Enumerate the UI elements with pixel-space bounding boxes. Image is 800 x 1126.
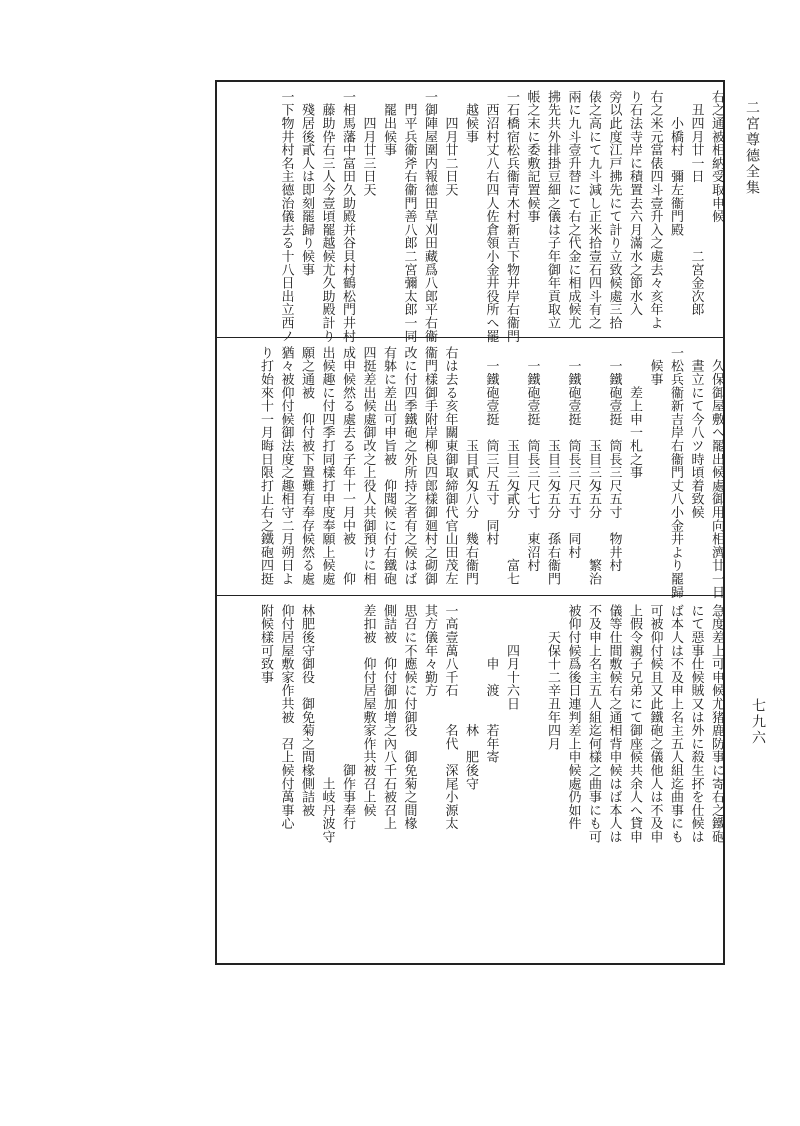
text-column: 差上申一札之事 xyxy=(627,346,642,479)
text-column: 一鐵砲壹挺 筒長三尺七寸 東沼村 xyxy=(524,346,540,573)
text-column: 出候趣に付四季打同樣打申度奉願上候處 xyxy=(319,346,335,586)
text-column: 罷出候事 xyxy=(381,90,396,157)
text-column: 急度差上可申候尤猪鹿防事に寄右之鐵砲 xyxy=(709,604,724,844)
text-column: 久保御屋敷へ罷出候處御用向相濟廿一日 xyxy=(709,346,724,599)
text-column: にて惡事仕候賊又は外に殺生抔を仕候は xyxy=(688,604,704,844)
text-column: 一石橋宿松兵衞青木村新吉下物井岸右衞門 xyxy=(504,90,519,343)
text-column: 丑四月廿一日 二宮金次郎 xyxy=(688,90,704,317)
text-column: 差扣被 仰付居屋敷家作共被召上候 xyxy=(360,604,376,817)
text-column: 西沼村丈八右四人佐倉領小金井役所へ罷 xyxy=(483,90,499,343)
text-column: 俵之高にて九斗減し正米拾壹石四斗有之 xyxy=(586,90,601,330)
section-top xyxy=(217,82,724,343)
text-column: 一下物井村名主德治儀去る十八日出立西ノ xyxy=(278,90,294,343)
text-column: 殘居後貳人は即刻罷歸り候事 xyxy=(299,90,314,277)
text-column: 側詰被 仰付御加增之內八千石被召上 xyxy=(381,604,396,831)
text-column: 藤助伜右三人今壹頃罷越候尤久助殿計り xyxy=(319,90,335,343)
text-column: 一高壹萬八千石 名代 深尾小源太 xyxy=(442,604,458,831)
section-bottom xyxy=(217,596,723,965)
text-column: 有躰に差出可申旨被 仰聞候に付右鐵砲 xyxy=(381,346,396,586)
text-column: 仰付居屋敷家作共被 召上候付萬事心 xyxy=(278,604,294,831)
text-column: 兩に九斗壹升替にて右之代金に相成候尤 xyxy=(565,90,581,330)
text-column: 一相馬藩中富田久助殿并谷貝村鶴松門井村 xyxy=(340,90,355,343)
text-column: り石法寺岸に積置去六月滿水之節水入 xyxy=(627,90,642,317)
text-column: 林肥後守御役 御免菊之間椽側詰被 xyxy=(299,604,314,817)
text-column: 右之通被相納受取申候 xyxy=(709,90,724,223)
text-column: 猶々被仰付候御法度之趣相守二月朔日よ xyxy=(278,346,294,586)
book-title: 二宮尊德全集 xyxy=(744,100,760,196)
text-column: 拂先共外排掛豆細之儀は子年御年貢取立 xyxy=(545,90,560,330)
text-column: 不及申上名主五人組迄何樣之曲事にも可 xyxy=(586,604,601,844)
text-column: 帳之末に委敷記置候事 xyxy=(524,90,540,223)
text-column: 玉目三匁五分 孫右衞門 xyxy=(545,346,560,586)
text-column: 被仰付候爲後日連判差上申候處仍如件 xyxy=(565,604,581,831)
page-number: 七九六 xyxy=(750,698,766,746)
text-column: 願之通被 仰付被下置難有奉存候然る處 xyxy=(299,346,314,586)
text-column: 門平兵衞斧右衞門善八郎二宮彌太郎一同 xyxy=(401,90,417,343)
text-column: 土岐丹波守 xyxy=(319,604,335,844)
text-column: り打始來十一月晦日限打止右之鐵砲四挺 xyxy=(258,346,273,586)
text-column: 一鐵砲壹挺 筒長三尺五寸 物井村 xyxy=(606,346,622,573)
text-column: 成申候然る處去る子年十一月中被 仰 xyxy=(340,346,355,586)
text-column: 可被仰付候且又此鐵砲之儀他人は不及申 xyxy=(647,604,663,844)
text-column: 右之米元當俵四斗壹升入之處去々亥年よ xyxy=(647,90,663,330)
text-column: 四月廿二日天 xyxy=(442,90,458,197)
text-column: 一御陣屋圍内報德田草刈田藏爲八郎平右衞 xyxy=(422,90,437,343)
text-column: 一鐵砲壹挺 筒三尺五寸 同村 xyxy=(483,346,499,546)
section-middle xyxy=(217,338,724,599)
text-column: 候事 xyxy=(647,346,663,386)
text-column: 林 肥後守 xyxy=(463,604,478,791)
text-column: 附候樣可致事 xyxy=(258,604,273,684)
text-column: 衞門樣御手附岸柳良四郎樣御廻村之砌御 xyxy=(422,346,437,586)
page-frame xyxy=(215,80,725,965)
text-column: 天保十二辛丑年四月 xyxy=(545,604,560,751)
text-column: 思召に不應候に付御役 御免菊之間椽 xyxy=(401,604,417,831)
text-column: 一鐵砲壹挺 筒長三尺五寸 同村 xyxy=(565,346,581,559)
text-column: 四月廿三日天 xyxy=(360,90,376,197)
text-column: 其方儀年々勤方 xyxy=(422,604,437,698)
text-column: 一松兵衞新吉岸右衞門丈八小金井より罷歸 xyxy=(668,346,683,599)
text-column: 儀等仕間敷候右之通相背申候はば本人は xyxy=(606,604,622,844)
text-column: 右は去る亥年關東御取締御代官山田茂左 xyxy=(442,346,458,586)
text-column: 晝立にて今八ツ時頃着致候 xyxy=(688,346,704,519)
text-column: 改に付四季鐵砲之外所持之者有之候はば xyxy=(401,346,417,586)
text-column: 上假令親子兄弟にて御座候共余人へ貸申 xyxy=(627,604,642,844)
text-column: ば本人は不及申上名主五人組迄曲事にも xyxy=(668,604,683,844)
text-column: 玉目三匁五分 繁治 xyxy=(586,346,601,586)
text-column: 越候事 xyxy=(463,90,478,144)
text-column: 旁以此度江戸拂先にて計り立致候處三拾 xyxy=(606,90,622,330)
text-column: 御作事奉行 xyxy=(340,604,355,831)
text-column: 小橋村 彌左衞門殿 xyxy=(668,90,683,237)
text-column: 四挺差出候處御改之上役人共御預けに相 xyxy=(360,346,376,586)
text-column: 申 渡 若年寄 xyxy=(483,604,499,764)
text-column: 玉目三匁貳分 富七 xyxy=(504,346,519,586)
text-column: 四月十六日 xyxy=(504,604,519,711)
text-column: 玉目貳匁八分 幾右衞門 xyxy=(463,346,478,586)
